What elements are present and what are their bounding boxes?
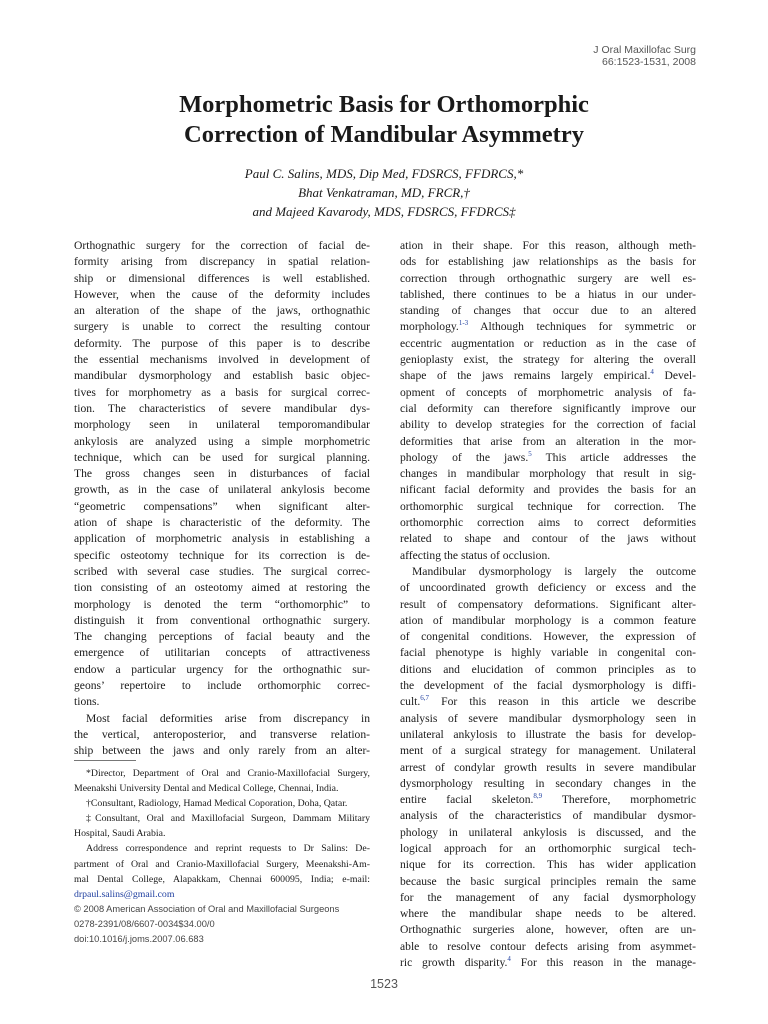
text-line: phology of the jaws.$^5$ This article addresses the bbox=[400, 450, 696, 464]
text-line: genioplasty exist, the strategy for altering the overall bbox=[400, 353, 696, 367]
page-number: 1523 bbox=[370, 977, 398, 991]
author-line: Paul C. Salins, MDS, Dip Med, FDSRCS, FFDRCS,* bbox=[244, 166, 524, 181]
text-line: tablished, there continues to be a hiatus in our under- bbox=[400, 287, 696, 301]
address-line: mal Dental College, Alapakkam, Chennai 600095, India; e-mail: bbox=[74, 873, 370, 885]
text-line: changes in mandibular morphology that result in sig- bbox=[400, 467, 696, 481]
author-line: Bhat Venkatraman, MD, FRCR,† bbox=[298, 185, 470, 200]
author-list bbox=[60, 164, 708, 221]
journal-name: J Oral Maxillofac Surg bbox=[593, 44, 696, 56]
text-line: deformity. The purpose of this paper is to describe bbox=[74, 336, 370, 350]
text-line: ship or dimensional differences is well established. bbox=[74, 271, 370, 285]
text-line: arrest of condylar growth results in severe mandibular bbox=[400, 760, 696, 774]
footnote-line: Hospital, Saudi Arabia. bbox=[74, 828, 166, 840]
text-line: Orthognathic surgery for the correction of facial de- bbox=[74, 239, 370, 252]
text-line: growth, as in the case of unilateral ankylosis become bbox=[74, 483, 370, 497]
text-line: geons’ repertoire to include orthomorphic correc- bbox=[74, 679, 370, 693]
address-line: partment of Oral and Cranio-Maxillofacial Surgery, Meenakshi-Am- bbox=[74, 858, 370, 870]
article-title bbox=[60, 90, 708, 150]
text-line: The gross changes seen in disturbances of facial bbox=[74, 467, 370, 481]
text-line: distinguish it from conventional orthognathic surgery. bbox=[74, 613, 370, 627]
text-line: ship between the jaws and only rarely from an alter- bbox=[74, 744, 370, 758]
text-line: tives for morphometry as a basis for surgical correc- bbox=[74, 385, 370, 399]
text-line: for the management of any facial dysmorphology bbox=[400, 890, 696, 904]
journal-header bbox=[593, 44, 696, 68]
text-line: ation of mandibular morphology is a common feature bbox=[400, 613, 696, 627]
citation-ref[interactable]: 5 bbox=[528, 450, 532, 458]
text-line: ation in their shape. For this reason, although meth- bbox=[400, 239, 696, 252]
author-line: and Majeed Kavarody, MDS, FDSRCS, FFDRCS‡ bbox=[252, 204, 516, 219]
text-line: the essential mechanisms involved in development of bbox=[74, 353, 370, 367]
text-line: the vertical, anteroposterior, and transverse relation- bbox=[74, 727, 370, 741]
footnote-line: Meenakshi University Dental and Medical College, Chennai, India. bbox=[74, 783, 339, 795]
citation-ref[interactable]: 4 bbox=[650, 368, 654, 377]
address-line: Address correspondence and reprint requests to Dr Salins: De- bbox=[86, 843, 370, 855]
text-line: of uncoordinated growth deficiency or excess and the bbox=[400, 581, 696, 595]
text-line: surgery is unable to correct the resulting contour bbox=[74, 320, 370, 334]
footnote-line: ‡Consultant, Oral and Maxillofacial Surgeon, Dammam Military bbox=[86, 813, 370, 825]
text-line: However, when the cause of the deformity includes bbox=[74, 287, 370, 301]
text-line: nique for its correction. This has wider application bbox=[400, 858, 696, 872]
text-line: nificant facial deformity and provides the basis for an bbox=[400, 483, 696, 497]
text-line: analysis of the characteristics of mandibular dysmor- bbox=[400, 809, 696, 823]
text-line: entire facial skeleton.$^{8,9}$ Therefore, morphometric bbox=[400, 792, 696, 807]
text-line: logical approach for an orthomorphic surgical tech- bbox=[400, 841, 696, 855]
footnote-line: *Director, Department of Oral and Cranio-Maxillofacial Surgery, bbox=[86, 768, 370, 779]
citation-ref[interactable]: 6,7 bbox=[420, 694, 430, 703]
citation-ref[interactable]: 4 bbox=[507, 955, 511, 964]
text-line: tion. The characteristics of severe mandibular dys- bbox=[74, 401, 370, 415]
text-line: morphology.$^{1-3}$ Although techniques for symmetric or bbox=[400, 319, 696, 334]
text-line: morphology is denoted the term “orthomorphic” to bbox=[74, 597, 370, 611]
text-line: eccentric augmentation or reduction as in the case of bbox=[400, 336, 696, 350]
text-line: application of morphometric analysis in establishing a bbox=[74, 532, 370, 546]
text-line: facial phenotype is highly variable in congenital con- bbox=[400, 646, 696, 660]
text-line: specific osteotomy technique for its correction is de- bbox=[74, 548, 370, 562]
footnotes bbox=[74, 766, 370, 947]
text-line: of congenital conditions. However, the expression of bbox=[400, 630, 696, 644]
text-line: ankylosis are analyzed using a simple morphometric bbox=[74, 434, 370, 448]
left-column bbox=[74, 238, 370, 760]
text-line: the development of the facial dysmorphology is diffi- bbox=[400, 679, 696, 693]
text-line: tions. bbox=[74, 695, 100, 709]
abstract bbox=[74, 238, 370, 711]
text-line: mandibular dysmorphology and establish basic objec- bbox=[74, 369, 370, 383]
text-line: ods for establishing jaw relationships as the basis for bbox=[400, 255, 696, 269]
journal-citation: 66:1523-1531, 2008 bbox=[601, 56, 696, 68]
text-line: cial deformity can therefore significantly improve our bbox=[400, 401, 696, 415]
text-line: cult.$^{6,7}$ For this reason in this article we describe bbox=[400, 694, 696, 709]
text-line: correction through orthognathic surgery are well es- bbox=[400, 271, 696, 285]
text-line: “geometric compensations” when significant alter- bbox=[74, 499, 370, 513]
text-line: technique, which can be used for surgical planning. bbox=[74, 450, 370, 464]
text-line: tion consisting of an osteotomy aimed at restoring the bbox=[74, 581, 370, 595]
text-line: endow a particular urgency for the orthognathic sur- bbox=[74, 662, 370, 676]
footnote-line: †Consultant, Radiology, Hamad Medical Coporation, Doha, Qatar. bbox=[86, 798, 348, 810]
text-line: where the mandibular shape needs to be altered. bbox=[400, 907, 696, 921]
intro-paragraph bbox=[74, 711, 370, 760]
text-line: ric growth disparity.$^4$ For this reason in the manage- bbox=[400, 955, 696, 970]
text-line: deformities that arise from an alteration in the mor- bbox=[400, 434, 696, 448]
text-line: scribed with several case studies. The surgical correc- bbox=[74, 564, 370, 578]
text-line: morphology seen in unilateral temporomandibular bbox=[74, 418, 370, 432]
text-line: able to resolve contour defects arising from asymmet- bbox=[400, 939, 696, 953]
citation-ref[interactable]: 1-3 bbox=[458, 319, 469, 328]
text-line: Most facial deformities arise from discrepancy in bbox=[86, 711, 370, 725]
text-line: Orthognathic surgeries alone, however, often are un- bbox=[400, 923, 696, 937]
title-line: Morphometric Basis for Orthomorphic bbox=[179, 91, 589, 118]
title-line: Correction of Mandibular Asymmetry bbox=[184, 121, 584, 148]
text-line: phology in unilateral ankylosis is discussed, and the bbox=[400, 825, 696, 839]
text-line: an alteration of the shape of the jaws, orthognathic bbox=[74, 304, 370, 318]
text-line: dysmorphology resulting in secondary changes in the bbox=[400, 776, 696, 790]
text-line: The changing perceptions of facial beauty and the bbox=[74, 630, 370, 644]
text-line: formity arising from discrepancy in spatial relation- bbox=[74, 255, 370, 269]
footnote-divider bbox=[74, 760, 136, 761]
text-line: ation of shape is characteristic of the deformity. The bbox=[74, 516, 370, 530]
text-line: analysis of severe mandibular dysmorphology seen in bbox=[400, 711, 696, 725]
text-line: standing of changes that occur due to an altered bbox=[400, 304, 696, 318]
text-line: shape of the jaws remains largely empirical.$^4$ Devel- bbox=[400, 368, 696, 383]
email-link[interactable]: drpaul.salins@gmail.com bbox=[74, 888, 175, 900]
right-column bbox=[400, 238, 696, 971]
text-line: ditions and elucidation of common principles as to bbox=[400, 662, 696, 676]
copyright-line: © 2008 American Association of Oral and Maxillofacial Surgeons bbox=[74, 903, 340, 914]
issn-line: 0278-2391/08/6607-0034$34.00/0 bbox=[74, 919, 215, 930]
text-line: result of compensatory deformations. Significant alter- bbox=[400, 597, 696, 611]
text-line: ability to develop strategies for the correction of facial bbox=[400, 418, 696, 432]
text-line: affecting the status of occlusion. bbox=[400, 548, 551, 562]
text-line: orthomorphic surgical technique for correction. The bbox=[400, 499, 696, 513]
text-line: orthomorphic correction aims to correct deformities bbox=[400, 516, 696, 530]
text-line: ment of a surgical strategy for management. Unilateral bbox=[400, 744, 696, 758]
text-line: Mandibular dysmorphology is largely the outcome bbox=[412, 564, 696, 578]
text-line: opment of concepts of morphometric analysis of fa- bbox=[400, 385, 696, 399]
text-line: emergence of utilitarian concepts of attractiveness bbox=[74, 646, 370, 660]
text-line: because the basic surgical principles remain the same bbox=[400, 874, 696, 888]
doi-link[interactable]: doi:10.1016/j.joms.2007.06.683 bbox=[74, 934, 204, 945]
citation-ref[interactable]: 8,9 bbox=[533, 792, 543, 801]
text-line: unilateral ankylosis to illustrate the basis for develop- bbox=[400, 727, 696, 741]
text-line: related to shape and contour of the jaws without bbox=[400, 532, 696, 546]
